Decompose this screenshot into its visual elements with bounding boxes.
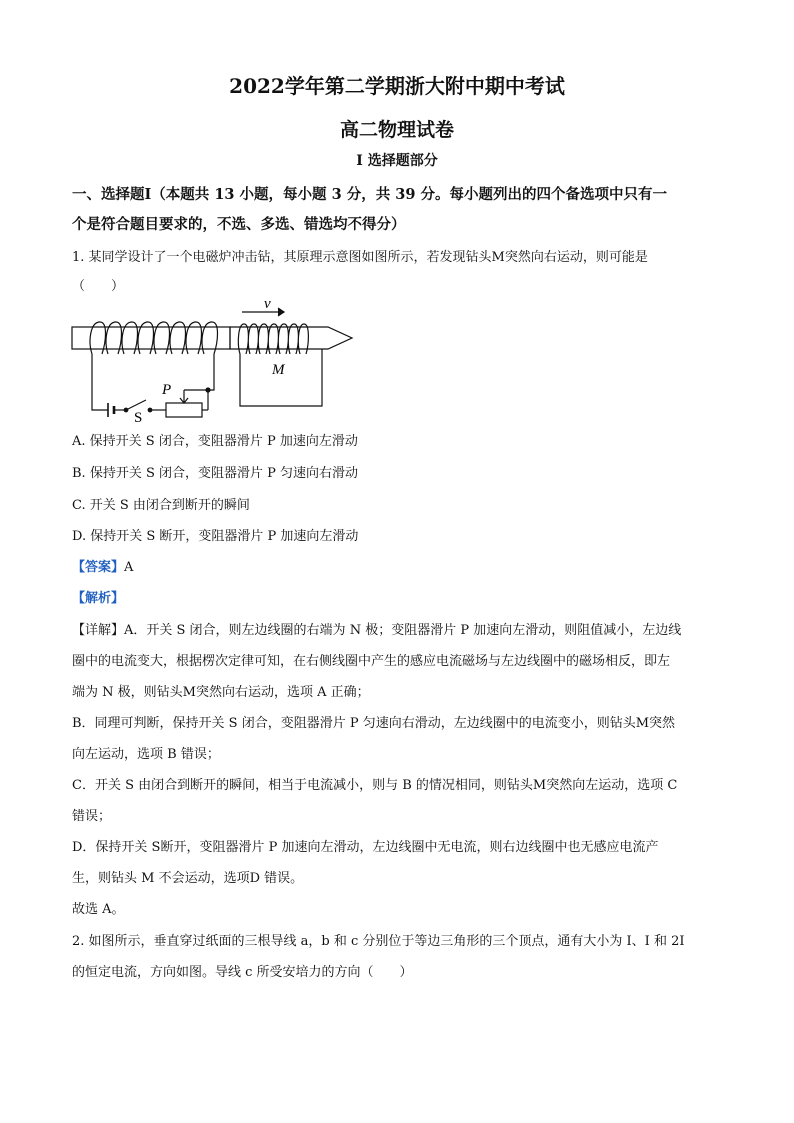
part-heading: Ⅰ 选择题部分: [356, 153, 438, 169]
left-circuit-wire: [92, 354, 108, 410]
left-circuit-top: [204, 354, 214, 390]
q1-circuit-figure: [66, 292, 362, 422]
left-core: [72, 327, 230, 349]
q1-detail-line-6: C．开关 S 由闭合到断开的瞬间，相当于电流减小，则与 B 的情况相同，则钻头M突然向左运动，选项 C: [72, 778, 678, 793]
answer-tag: 【答案】: [72, 560, 125, 575]
q1-stem-line1: 1. 某同学设计了一个电磁炉冲击钻，其原理示意图如图所示，若发现钻头M突然向右运动，则可能是: [72, 250, 648, 265]
p-label: P: [162, 382, 172, 398]
exam-subtitle: 高二物理试卷: [339, 119, 454, 141]
q1-detail-line-1: 【详解】A．开关 S 闭合，则左边线圈的右端为 N 极；变阻器滑片 P 加速向左滑动，则阻值减小，左边线: [72, 623, 682, 638]
rheostat: [166, 403, 202, 417]
q1-detail-line-7: 错误；: [72, 809, 112, 824]
q1-stem-line2: （ ）: [72, 279, 125, 294]
exam-title: 2022学年第二学期浙大附中期中考试: [229, 74, 565, 98]
q1-option-b: B. 保持开关 S 闭合，变阻器滑片 P 匀速向右滑动: [72, 466, 359, 481]
s-label: S: [134, 410, 143, 422]
q1-option-d: D. 保持开关 S 断开，变阻器滑片 P 加速向左滑动: [72, 529, 359, 544]
q2-stem-line2: 的恒定电流，方向如图。导线 c 所受安培力的方向（ ）: [72, 965, 413, 980]
q1-detail-line-10: 故选 A。: [72, 902, 125, 917]
q1-detail-line-3: 端为 N 极，则钻头M突然向右运动，选项 A 正确；: [72, 685, 370, 700]
answer-value: A: [124, 560, 134, 575]
q2-stem-line1: 2. 如图所示，垂直穿过纸面的三根导线 a，b 和 c 分别位于等边三角形的三个顶点，通有大小为 I、I 和 2I: [72, 934, 685, 949]
q1-answer-line: [72, 556, 133, 575]
m-label: M: [272, 362, 285, 378]
q1-detail-line-5: 向左运动，选项 B 错误；: [72, 747, 220, 762]
section-heading-line1: 一、选择题Ⅰ（本题共 13 小题，每小题 3 分，共 39 分。每小题列出的四个备选项中只有一: [72, 186, 668, 203]
q1-detail-line-4: B．同理可判断，保持开关 S 闭合，变阻器滑片 P 匀速向右滑动，左边线圈中的电流变小，则钻头M突然: [72, 716, 676, 731]
section-heading-line2: 个是符合题目要求的，不选、多选、错选均不得分）: [72, 216, 406, 233]
q1-option-c: C. 开关 S 由闭合到断开的瞬间: [72, 498, 250, 513]
q1-detail-line-8: D．保持开关 S断开，变阻器滑片 P 加速向左滑动，左边线圈中无电流，则右边线圈中也无感应电流产: [72, 840, 659, 855]
q1-option-a: A. 保持开关 S 闭合，变阻器滑片 P 加速向左滑动: [72, 434, 358, 449]
q1-detail-line-9: 生，则钻头 M 不会运动，选项D 错误。: [72, 871, 304, 886]
q1-analysis-tag: 【解析】: [72, 591, 125, 606]
q1-detail-line-2: 圈中的电流变大，根据楞次定律可知，在右侧线圈中产生的感应电流磁场与左边线圈中的磁场相反，即左: [72, 654, 671, 669]
v-label: v: [264, 296, 271, 312]
